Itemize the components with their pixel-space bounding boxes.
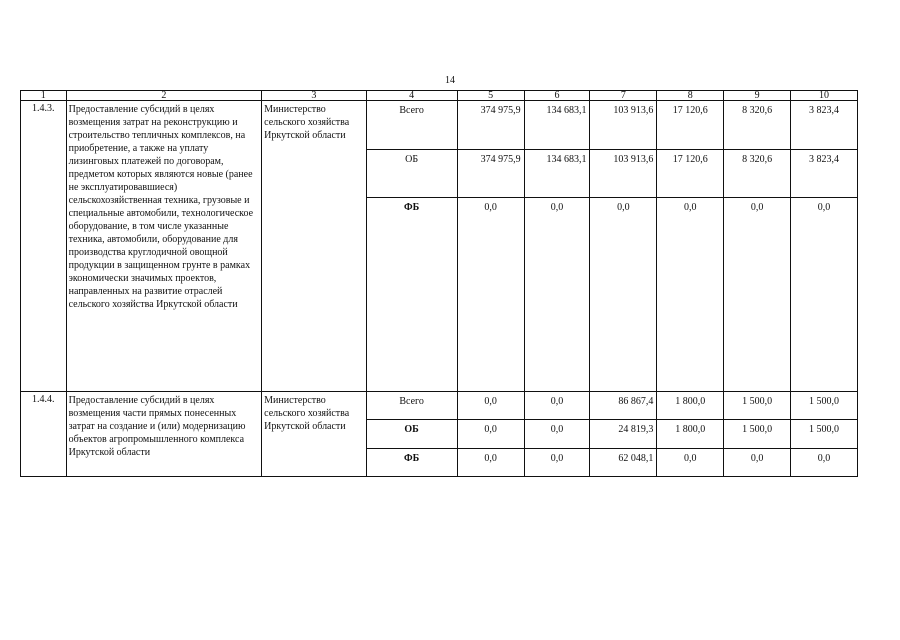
header-cell: 10 — [791, 91, 858, 101]
funding-level: ФБ — [366, 198, 457, 392]
value-cell: 134 683,1 — [524, 150, 590, 198]
funding-level: Всего — [366, 392, 457, 420]
value-cell: 62 048,1 — [590, 449, 657, 477]
table-row — [21, 392, 858, 420]
value-cell: 8 320,6 — [724, 101, 791, 150]
value-cell: 86 867,4 — [590, 392, 657, 420]
header-cell: 3 — [262, 91, 366, 101]
value-cell: 17 120,6 — [657, 150, 724, 198]
value-cell: 0,0 — [457, 420, 524, 449]
header-cell: 4 — [366, 91, 457, 101]
item-description: Предоставление субсидий в целях возмещения части прямых понесенных затрат на создание и (или) модернизацию объектов агропромышленного комплекса Иркутской области — [66, 392, 262, 477]
value-cell: 374 975,9 — [457, 101, 524, 150]
header-cell: 7 — [590, 91, 657, 101]
funding-level: Всего — [366, 101, 457, 150]
value-cell: 24 819,3 — [590, 420, 657, 449]
value-cell: 1 500,0 — [724, 420, 791, 449]
item-code: 1.4.3. — [21, 101, 67, 392]
value-cell: 1 800,0 — [657, 392, 724, 420]
item-description: Предоставление субсидий в целях возмещения затрат на реконструкцию и строительство тепличных комплексов, на приобретение, а также на уплату лизинговых платежей по договорам, предметом которых являются новые (ранее не эксплуатировавшиеся) сельскохозяйственная техника, грузовые и специальные автомобили, технологическое оборудование, в том числе указанные техника, автомобили, оборудование для производства круглодичной овощной продукции в защищенном грунте в рамках экономически значимых проектов, направленных на развитие отраслей сельского хозяйства Иркутской области — [66, 101, 262, 392]
value-cell: 0,0 — [457, 198, 524, 392]
header-cell: 6 — [524, 91, 590, 101]
value-cell: 1 500,0 — [791, 420, 858, 449]
value-cell: 0,0 — [524, 392, 590, 420]
value-cell: 3 823,4 — [791, 101, 858, 150]
value-cell: 0,0 — [524, 420, 590, 449]
value-cell: 134 683,1 — [524, 101, 590, 150]
item-code: 1.4.4. — [21, 392, 67, 477]
value-cell: 0,0 — [590, 198, 657, 392]
funding-level: ФБ — [366, 449, 457, 477]
value-cell: 103 913,6 — [590, 101, 657, 150]
value-cell: 0,0 — [657, 449, 724, 477]
item-agency: Министерство сельского хозяйства Иркутской области — [262, 101, 366, 392]
item-agency: Министерство сельского хозяйства Иркутской области — [262, 392, 366, 477]
value-cell: 0,0 — [724, 449, 791, 477]
value-cell: 8 320,6 — [724, 150, 791, 198]
header-cell: 8 — [657, 91, 724, 101]
value-cell: 0,0 — [457, 392, 524, 420]
value-cell: 0,0 — [791, 198, 858, 392]
value-cell: 17 120,6 — [657, 101, 724, 150]
page-number: 14 — [445, 75, 455, 86]
value-cell: 3 823,4 — [791, 150, 858, 198]
header-cell: 2 — [66, 91, 262, 101]
value-cell: 0,0 — [791, 449, 858, 477]
value-cell: 0,0 — [657, 198, 724, 392]
header-cell: 9 — [724, 91, 791, 101]
budget-table — [20, 90, 858, 477]
funding-level: ОБ — [366, 420, 457, 449]
value-cell: 374 975,9 — [457, 150, 524, 198]
funding-level: ОБ — [366, 150, 457, 198]
header-cell: 1 — [21, 91, 67, 101]
value-cell: 0,0 — [724, 198, 791, 392]
header-row — [21, 91, 858, 101]
value-cell: 1 500,0 — [724, 392, 791, 420]
value-cell: 0,0 — [457, 449, 524, 477]
value-cell: 1 800,0 — [657, 420, 724, 449]
table-row — [21, 101, 858, 150]
value-cell: 103 913,6 — [590, 150, 657, 198]
value-cell: 0,0 — [524, 449, 590, 477]
value-cell: 1 500,0 — [791, 392, 858, 420]
value-cell: 0,0 — [524, 198, 590, 392]
header-cell: 5 — [457, 91, 524, 101]
